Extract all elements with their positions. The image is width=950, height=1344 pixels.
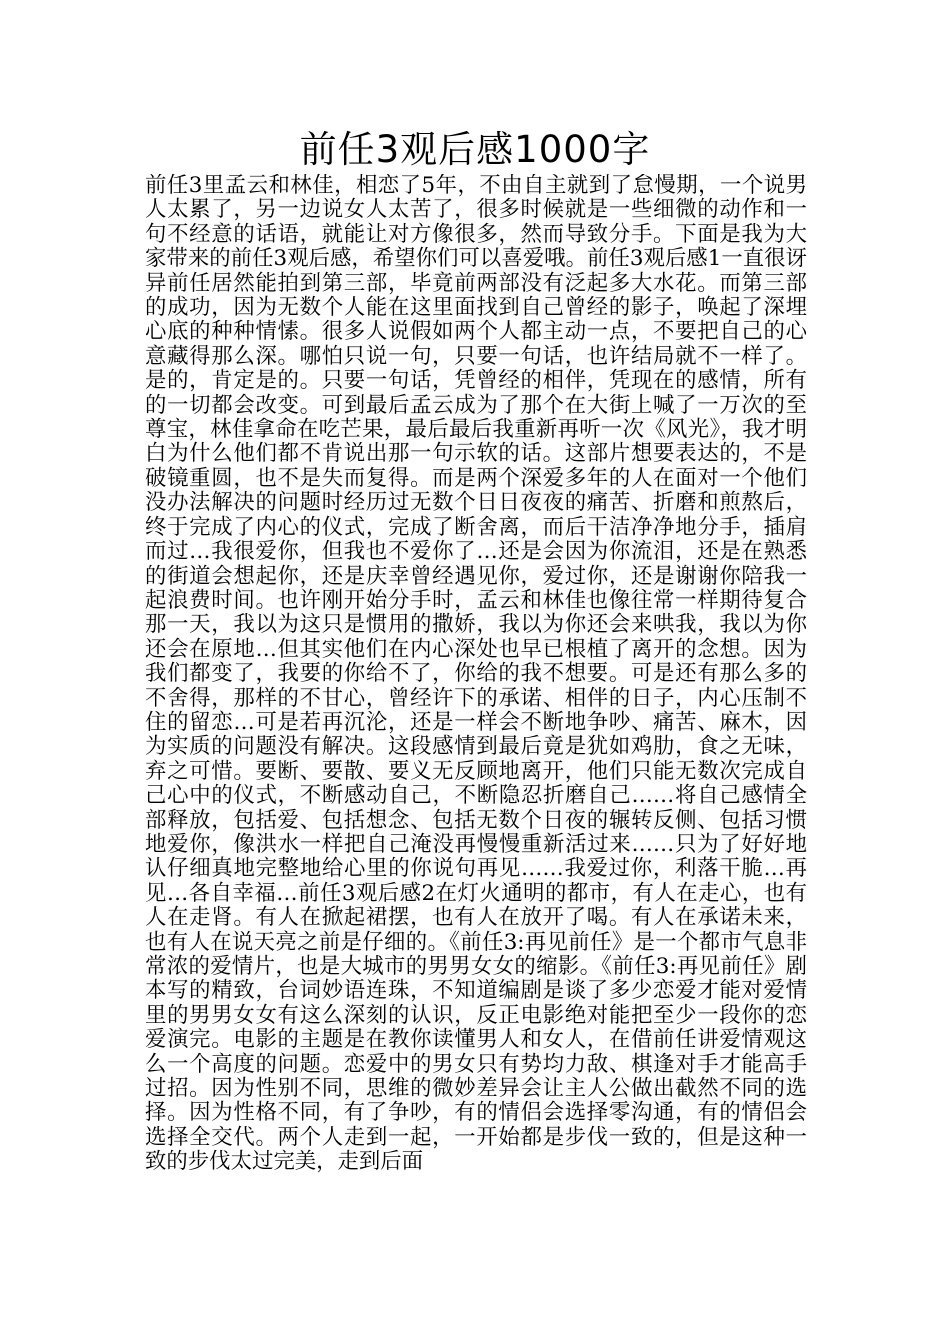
document-body-text: 前任3里孟云和林佳，相恋了5年，不由自主就到了怠慢期，一个说男人太累了，另一边说女人太苦了，很多时候就是一些细微的动作和一句不经意的话语，就能让对方像很多，然而导致分手。下面是我为大家带来的前任3观后感，希望你们可以喜爱哦。前任3观后感1一直很讶异前任居然能拍到第三部，毕竟前两部没有泛起多大水花。而第三部的成功，因为无数个人能在这里面找到自己曾经的影子，唤起了深埋心底的种种情愫。很多人说假如两个人都主动一点，不要把自己的心意藏得那么深。哪怕只说一句，只要一句话，也许结局就不一样了。是的，肯定是的。只要一句话，凭曾经的相伴，凭现在的感情，所有的一切都会改变。可到最后孟云成为了那个在大街上喊了一万次的至尊宝，林佳拿命在吃芒果，最后最后我重新再听一次《风光》，我才明白为什么他们都不肯说出那一句示软的话。这部片想要表达的，不是破镜重圆，也不是失而复得。而是两个深爱多年的人在面对一个他们没办法解决的问题时经历过无数个日日夜夜的痛苦、折磨和煎熬后，终于完成了内心的仪式，完成了断舍离，而后干洁净净地分手，插肩而过…我很爱你，但我也不爱你了…还是会因为你流泪，还是在熟悉的街道会想起你，还是庆幸曾经遇见你，爱过你，还是谢谢你陪我一起浪费时间。也许刚开始分手时，孟云和林佳也像往常一样期待复合那一天，我以为这只是惯用的撒娇，我以为你还会来哄我，我以为你还会在原地…但其实他们在内心深处也早已根植了离开的念想。因为我们都变了，我要的你给不了，你给的我不想要。可是还有那么多的不舍得，那样的不甘心，曾经许下的承诺、相伴的日子，内心压制不住的留恋…可是若再沉沦，还是一样会不断地争吵、痛苦、麻木，因为实质的问题没有解决。这段感情到最后竟是犹如鸡肋，食之无味，弃之可惜。要断、要散、要义无反顾地离开，他们只能无数次完成自己心中的仪式，不断感动自己，不断隐忍折磨自己……将自己感情全部释放，包括爱、包括想念、包括无数个日夜的辗转反侧、包括习惯地爱你，像洪水一样把自己淹没再慢慢重新活过来……只为了好好地认仔细真地完整地给心里的你说句再见……我爱过你，利落干脆…再见…各自幸福…前任3观后感2在灯火通明的都市，有人在走心，也有人在走肾。有人在掀起裙摆，也有人在放开了喝。有人在承诺未来，也有人在说天亮之前是仔细的。《前任3:再见前任》是一个都市气息非常浓的爱情片，也是大城市的男男女女的缩影。《前任3:再见前任》剧本写的精致，台词妙语连珠，不知道编剧是谈了多少恋爱才能对爱情里的男男女女有这么深刻的认识，反正电影绝对能把至少一段你的恋爱演完。电影的主题是在教你读懂男人和女人，在借前任讲爱情观这么一个高度的问题。恋爱中的男女只有势均力敌、棋逢对手才能高手过招。因为性别不同，思维的微妙差异会让主人公做出截然不同的选择。因为性格不同，有了争吵，有的情侣会选择零沟通，有的情侣会选择全交代。两个人走到一起，一开始都是步伐一致的，但是这种一致的步伐太过完美，走到后面 <box>145 174 807 1175</box>
document-title: 前任3观后感1000字 <box>299 128 651 171</box>
